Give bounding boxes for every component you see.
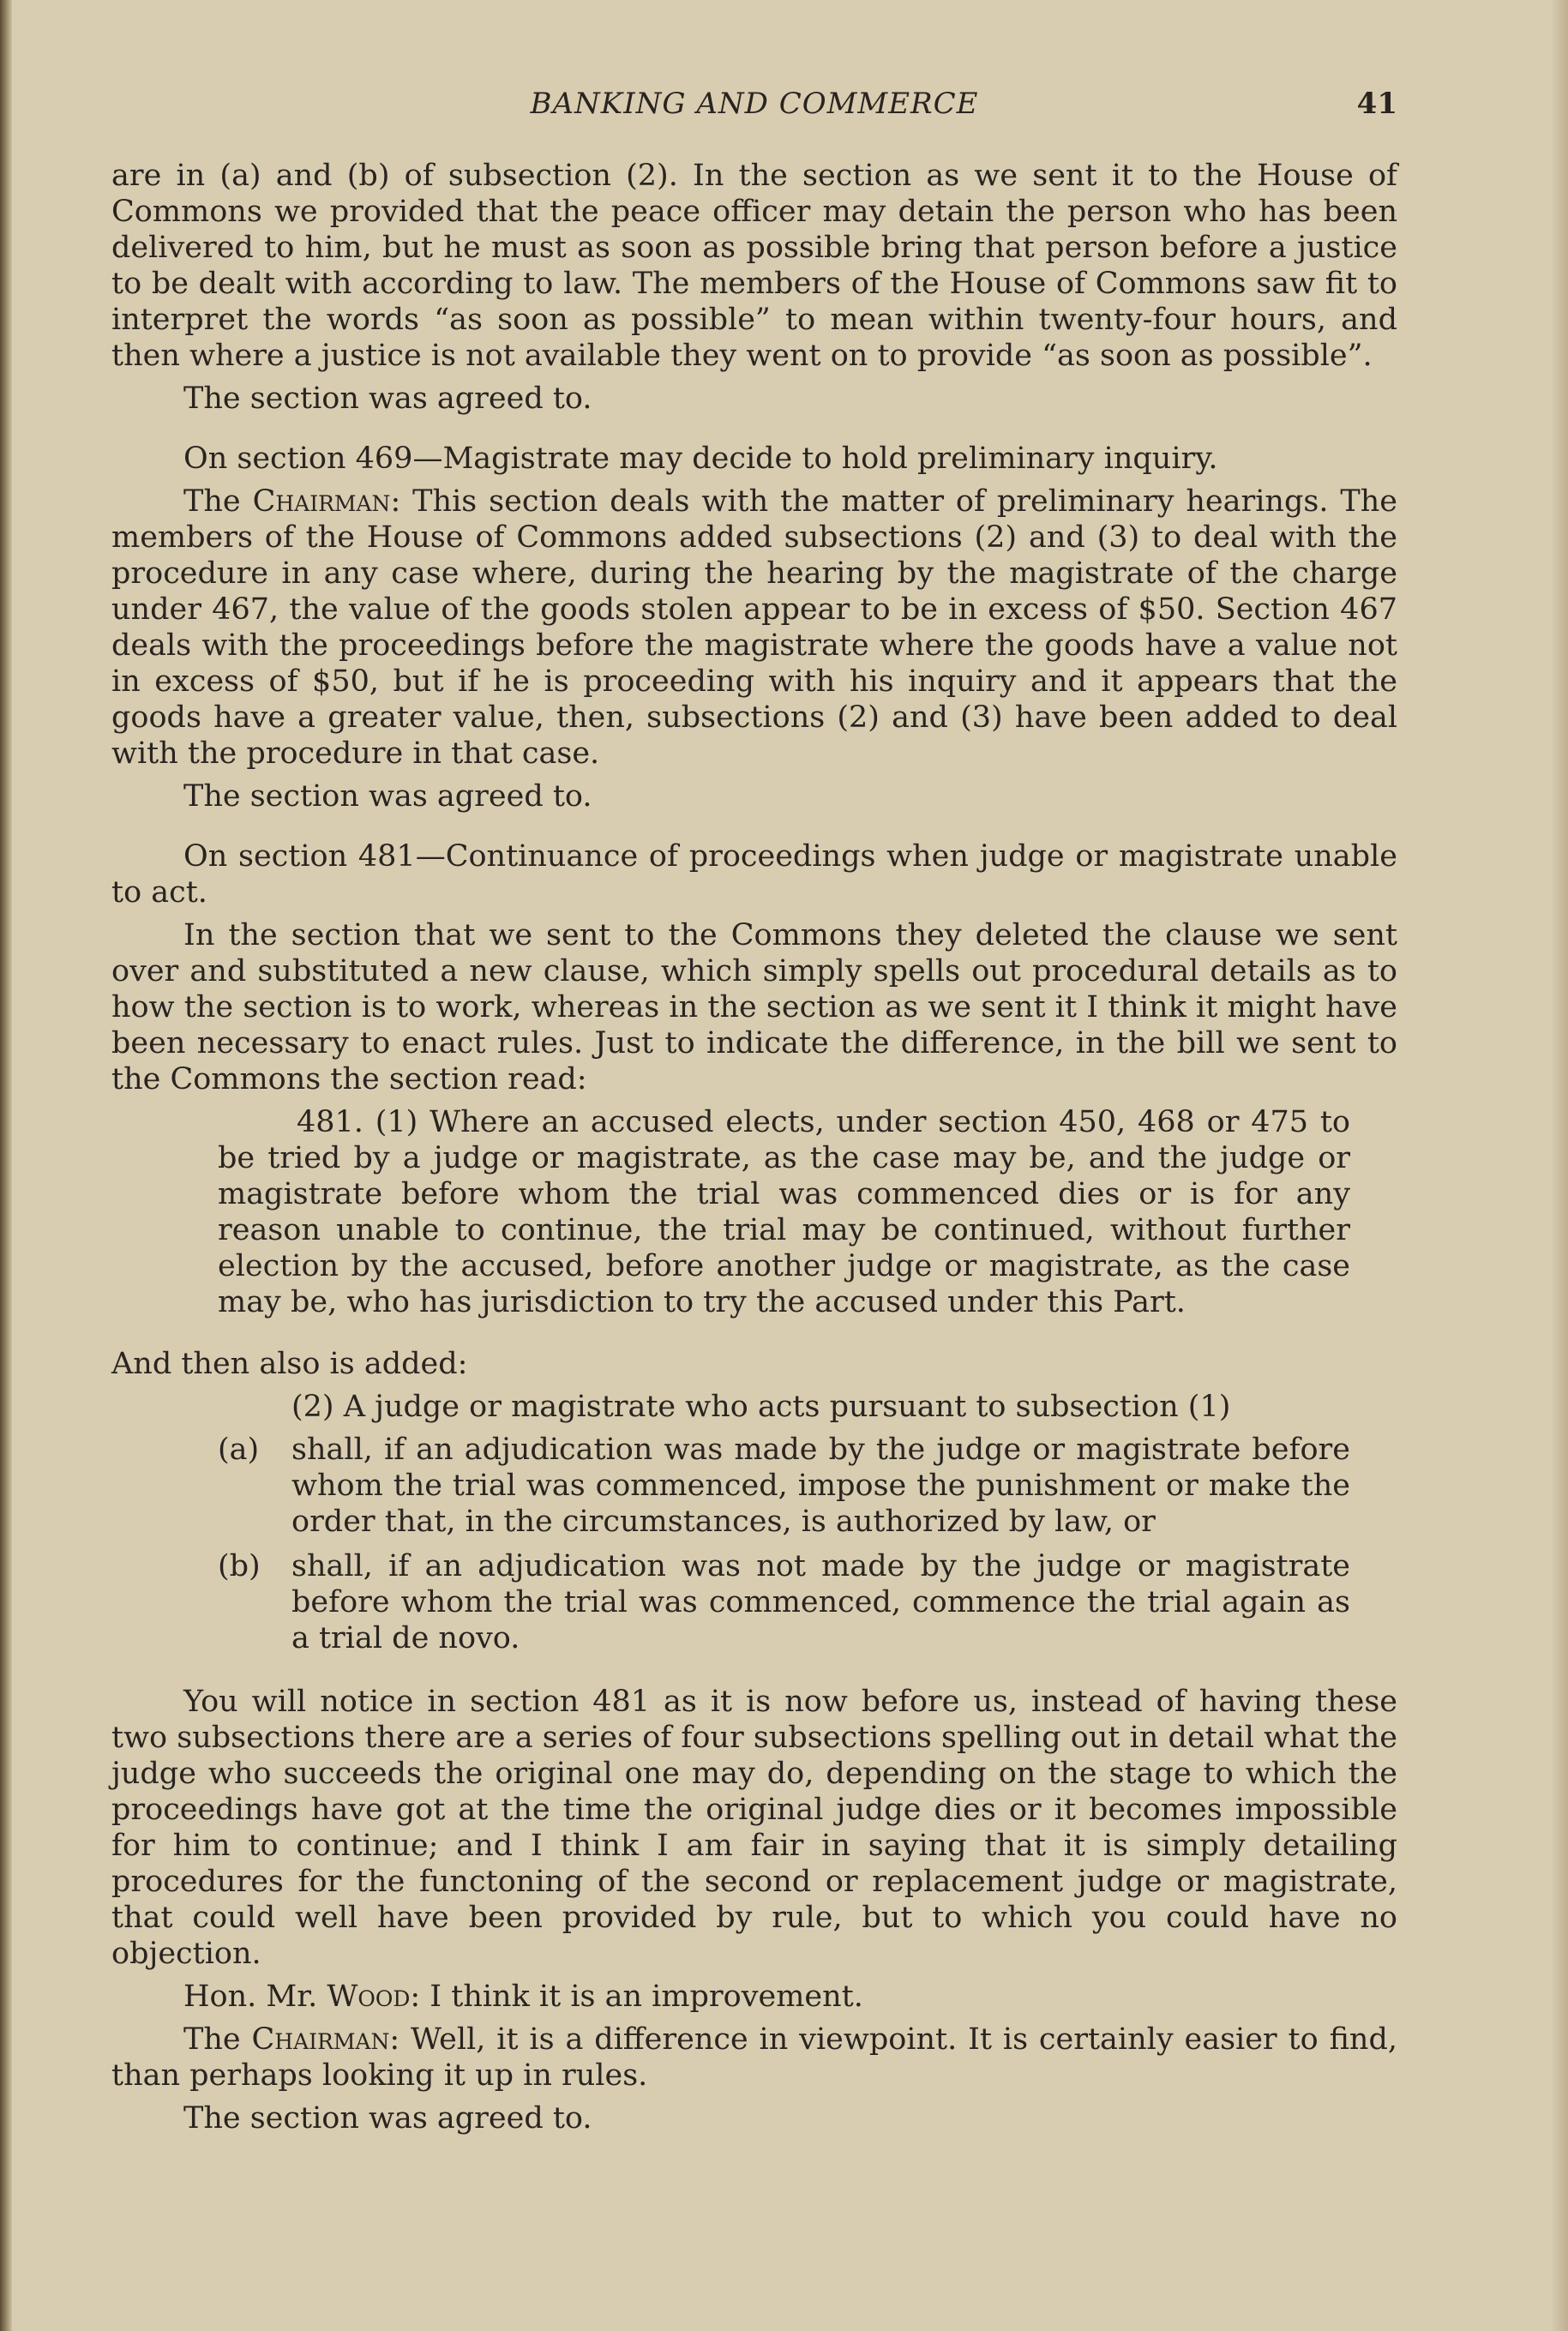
paragraph-section-481: On section 481—Continuance of proceedings when judge or magistrate unable to act. — [111, 839, 1397, 910]
quote-text: 481. (1) Where an accused elects, under section 450, 468 or 475 to be tried by a judge or magistrate, as the case may be, and the judge or magistrate before whom the trial was commenced dies or is for any reason unable to continue, the trial may be continued, without further election by the accused, before another judge or magistrate, as the case may be, who has jurisdiction to try the accused under this Part. — [218, 1105, 1350, 1319]
paragraph-also-added: And then also is added: — [111, 1347, 468, 1381]
clause-a-text: shall, if an adjudication was made by the judge or magistrate before whom the trial was commenced, impose the punishment or make the order that, in the circumstances, is authorized by law, or — [291, 1433, 1350, 1539]
paragraph-section-469: On section 469—Magistrate may decide to hold preliminary inquiry. — [183, 442, 1218, 476]
page-number: 41 — [1356, 87, 1397, 121]
running-title: BANKING AND COMMERCE — [530, 87, 979, 121]
clause-b-label: (b) — [218, 1549, 261, 1583]
clause-b-text: shall, if an adjudication was not made by the judge or magistrate before whom the trial was commenced, commence the trial again as a trial de novo. — [291, 1549, 1350, 1655]
paragraph-continuation: are in (a) and (b) of subsection (2). In the section as we sent it to the House of Commons we provided that the peace officer may detain the person who has been delivered to him, but he must as soon as possible bring that person before a justice to be dealt with according to law. The members of the House of Commons saw fit to interpret the words “as soon as possible” to mean within twenty-four hours, and then where a justice is not available they went on to provide “as soon as possible”. — [111, 159, 1397, 373]
page-right-edge — [1551, 0, 1568, 2331]
paragraph-agreed-2: The section was agreed to. — [183, 779, 592, 814]
clause-b — [218, 1548, 1397, 1656]
paragraph-chairman-2 — [111, 2022, 1397, 2094]
speaker-prefix: Hon. Mr. — [183, 1980, 327, 2014]
page-binding-edge — [0, 0, 12, 2331]
speech-text: : I think it is an improvement. — [410, 1980, 863, 2014]
clause-a-label: (a) — [218, 1433, 260, 1467]
quoted-section-481 — [218, 1104, 1350, 1320]
paragraph-you-will-notice: You will notice in section 481 as it is now before us, instead of having these two subsections there are a series of four subsections spelling out in detail what the judge who succeeds the original one may do, depending on the stage to which the proceedings have got at the time the original judge dies or it becomes impossible for him to continue; and I think I am fair in saying that it is simply detailing procedures for the functoning of the second or replacement judge or magistrate, that could well have been provided by rule, but to which you could have no objection. — [111, 1685, 1397, 1971]
clause-a — [218, 1432, 1397, 1540]
speaker-name-chairman: Chairman — [252, 484, 391, 519]
speech-text: : This section deals with the matter of preliminary hearings. The members of the House of Commons added subsections (2) and (3) to deal with the procedure in any case where, during the hearing by the magistrate of the charge under 467, the value of the goods stolen appear to be in excess of $50. Section 467 deals with the proceedings before the magistrate where the goods have a value not in excess of $50, but if he is proceeding with his inquiry and it appears that the goods have a greater value, then, subsections (2) and (3) have been added to deal with the procedure in that case. — [111, 484, 1397, 771]
paragraph-chairman-1 — [111, 484, 1397, 772]
page-text-block — [111, 86, 1397, 2143]
paragraph-commons-deletion: In the section that we sent to the Commons they deleted the clause we sent over and substituted a new clause, which simply spells out procedural details as to how the section is to work, whereas in the section as we sent it I think it might have been necessary to enact rules. Just to indicate the difference, in the bill we sent to the Commons the section read: — [111, 918, 1397, 1096]
speaker-name-chairman: Chairman — [251, 2022, 390, 2057]
paragraph-wood — [111, 1979, 1397, 2015]
paragraph-agreed-3: The section was agreed to. — [183, 2101, 592, 2136]
speaker-prefix: The — [183, 484, 253, 519]
subsection-2-heading: (2) A judge or magistrate who acts pursuant to subsection (1) — [291, 1390, 1231, 1424]
speech-text: : Well, it is a difference in viewpoint. It is certainly easier to find, than perhaps looking it up in rules. — [111, 2022, 1397, 2093]
paragraph-agreed-1: The section was agreed to. — [183, 381, 592, 416]
speaker-name-wood: Wood — [327, 1980, 411, 2014]
speaker-prefix: The — [183, 2022, 252, 2057]
page-header — [111, 86, 1397, 137]
